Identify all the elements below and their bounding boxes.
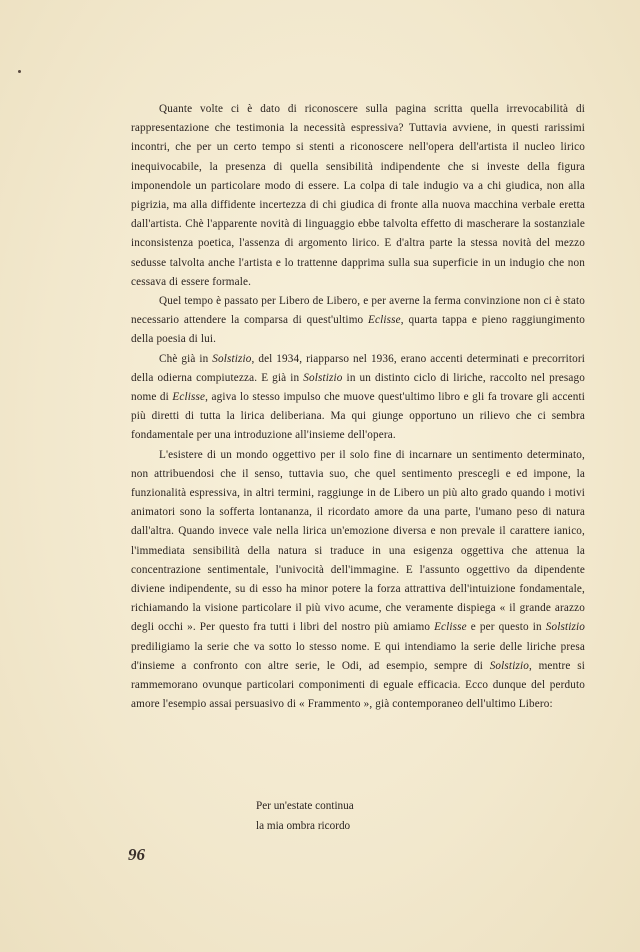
text-run: e per questo in	[466, 621, 546, 634]
italic-title: Solstizio	[545, 621, 585, 634]
italic-title: Solstizio	[489, 659, 529, 672]
ink-speck	[18, 70, 21, 73]
body-text	[131, 100, 585, 715]
text-run: L'esistere di un mondo oggettivo per il solo fine di incarnare un sentimento determinato, non attribuendosi che il senso, tuttavia suo, che quel sentimento prescegli e ed impone, la funzionalità espressiva, in altri termini, raggiunge in de Libero un più alto grado quando i motivi animatori sono la sofferta lontananza, il ricordato amore da una parte, l'umano peso di natura dall'altra. Quando invece vale nella lirica un'emozione diversa e non prevale il carattere ianico, l'immediata sensibilità della natura si traduce in una esigenza oggettiva che attenua la concentrazione sentimentale, l'univocità dell'immagine. E l'assunto oggettivo da dipendente diviene indipendente, su di esso ha minor potere la forza attrattiva dell'intuizione fondamentale, richiamando la visione particolare il più vivo acume, che veramente dispiega « il grande arazzo degli occhi ». Per questo fra tutti i libri del nostro più amiamo	[131, 448, 585, 634]
paragraph-3	[131, 350, 585, 446]
poem-quote	[256, 797, 354, 836]
text-run: , del 1934, riapparso nel 1936, erano accenti determinati e precorritori della odierna compiutezza. E già in	[131, 352, 585, 384]
page-number: 96	[128, 845, 145, 864]
text-run: prediligiamo la serie che va sotto lo stesso nome. E qui intendiamo la serie delle liriche presa d'insieme a confronto con altre serie, le Odi, ad esempio, sempre di	[131, 640, 585, 672]
text-run: , quarta tappa e pieno raggiungimento della poesia di lui.	[131, 314, 586, 346]
poem-line-2: la mia ombra ricordo	[256, 819, 351, 832]
italic-title: Eclisse	[368, 314, 401, 327]
poem-line-1: Per un'estate continua	[256, 800, 354, 812]
italic-title: Solstizio	[303, 371, 343, 384]
text-run: in un distinto ciclo di liriche, raccolto nel presago nome di	[131, 371, 586, 404]
paragraph-2	[131, 292, 585, 350]
text-run: Chè già in	[159, 352, 213, 365]
text-run: Quel tempo è passato per Libero de Libero, e per averne la ferma convinzione non ci è stato necessario attendere la comparsa di quest'ultimo	[131, 295, 585, 327]
paragraph-4	[131, 446, 585, 715]
text-run: , mentre si rammemorano ovunque particolari componimenti di eguale efficacia. Ecco dunque del perduto amore l'esempio assai persuasivo di « Frammento », già contemporaneo dell'ultimo Libero:	[131, 659, 585, 711]
italic-title: Eclisse	[434, 621, 467, 634]
text-run: Quante volte ci è dato di riconoscere sulla pagina scritta quella irrevocabilità di rappresentazione che testimonia la necessità espressiva? Tuttavia avviene, in questi rarissimi incontri, che per un certo tempo si stenti a riconoscere nell'opera dell'artista il nucleo lirico inequivocabile, la presenza di quella sensibilità indipendente che si investe della figura imponendole un particolare modo di essere. La colpa di tale indugio va a chi giudica, non alla pigrizia, ma alla diffidente incertezza di chi giudica di fronte alla nuova macchina verbale eretta dall'artista. Chè l'apparente novità di linguaggio ebbe talvolta effetto di mascherare la sostanziale inconsistenza poetica, l'assenza di argomento lirico. E d'altra parte la stessa novità del mezzo sedusse talvolta anche l'artista e lo trattenne dapprima sulla sua superficie in un indugio che non cessava di essere formale.	[131, 103, 585, 288]
paragraph-1	[131, 100, 585, 292]
italic-title: Solstizio	[212, 352, 252, 365]
italic-title: Eclisse	[172, 391, 206, 404]
text-run: , agiva lo stesso impulso che muove quest'ultimo libro e gli fa trovare gli accenti più diretti di tutta la lirica deliberiana. Ma qui giunge opportuno un rilievo che ci sembra fondamentale per una introduzione all'insieme dell'opera.	[131, 391, 585, 442]
